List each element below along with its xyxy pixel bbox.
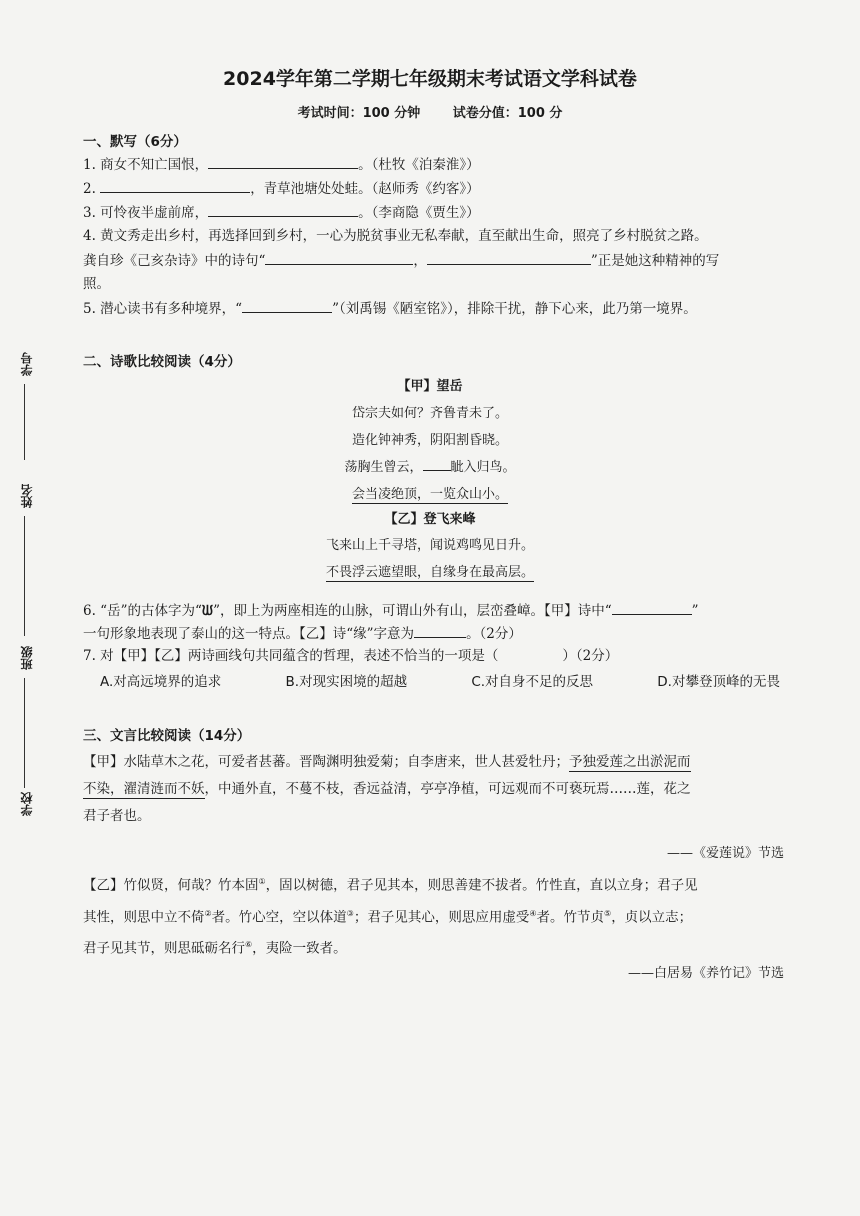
question-4-line2 [83,250,719,271]
q4-blank-2[interactable] [427,250,591,265]
jia-underlined-1: 予独爱莲之出淤泥而 [569,754,691,770]
poem-a-blank[interactable] [423,458,451,471]
poem-a-line4 [0,483,860,502]
q6-blank-2[interactable] [414,623,466,638]
q2-text: ，青草池塘处处蛙。（赵师秀《约客》） [250,181,480,197]
q3-source: 。（李商隐《贾生》） [358,205,480,221]
footnote-4: ④ [529,908,537,918]
side-label-school: 学校 [20,792,34,816]
q6-text-2: 一句形象地表现了泰山的这一特点。【乙】诗“缘”字意为 [83,626,415,642]
question-4-line3: 照。 [83,276,110,292]
jia-text-2: ，中通外直，不蔓不枝，香远益清，亭亭净植，可远观而不可亵玩焉……莲，花之 [204,781,691,797]
passage-yi-source: ——白居易《养竹记》节选 [627,966,784,981]
poem-b-title: 【乙】登飞来峰 [384,512,476,527]
q4-text-end: ”正是她这种精神的写 [590,253,720,269]
q3-text: 3. 可怜夜半虚前席， [83,205,209,221]
question-5 [83,298,697,319]
side-line-id [24,384,25,460]
passage-jia [83,749,783,830]
poem-a-line3 [0,456,860,475]
poem-a-line1: 岱宗夫如何？齐鲁青未了。 [351,406,508,421]
q6-blank-1[interactable] [612,600,692,615]
poem-a-title: 【甲】望岳 [397,379,463,394]
side-label-class: 班级 [20,646,34,670]
q6-quote-end: ” [691,603,699,619]
exam-title: 2024学年第二学期七年级期末考试语文学科试卷 [223,68,637,90]
q1-text: 1. 商女不知亡国恨， [83,157,209,173]
side-label-name: 姓名 [20,484,34,508]
q6-text-mid: ”，即上为两座相连的山脉，可谓山外有山，层峦叠嶂。【甲】诗中“ [213,603,612,619]
section2-heading: 二、诗歌比较阅读（4分） [83,354,241,370]
q6-text: 6. “岳”的古体字为“ [83,603,202,619]
q7-option-a[interactable]: A.对高远境界的追求 [100,674,222,690]
yi-text-3b: ，夷险一致者。 [252,940,347,957]
q7-option-c[interactable]: C.对自身不足的反思 [471,674,594,690]
q5-text-end: ”（刘禹锡《陋室铭》），排除干扰，静下心来，此乃第一境界。 [332,301,697,317]
question-1 [83,154,480,175]
exam-time: 考试时间：100 分钟 [297,106,421,121]
q5-text: 5. 潜心读书有多种境界，“ [83,301,243,317]
passage-jia-line1 [83,749,783,776]
poem-a-line3-end: 眦入归鸟。 [450,460,516,475]
yi-text-2e: ，贞以立志； [611,909,693,925]
footnote-1: ① [258,877,266,886]
q5-blank[interactable] [242,298,332,313]
passage-yi-line2 [83,900,783,932]
passage-yi [83,868,783,963]
question-3 [83,202,480,223]
yi-text-2b: 者。竹心空，空以体道 [211,909,347,925]
q1-source: 。（杜牧《泊秦淮》） [358,157,480,173]
q2-blank[interactable] [100,178,250,193]
passage-jia-line3: 君子者也。 [83,808,151,824]
poem-a-underlined: 会当凌绝顶，一览众山小。 [351,487,508,502]
q7-text: 7. 对【甲】【乙】两诗画线句共同蕴含的哲理，表述不恰当的一项是（ [83,648,499,664]
footnote-3: ③ [346,908,354,918]
poem-a-line2: 造化钟神秀，阴阳割昏晓。 [351,433,508,448]
poem-b-line2 [0,561,860,580]
q2-number: 2. [83,181,96,197]
section1-heading: 一、默写（6分） [83,134,187,150]
q7-option-d[interactable]: D.对攀登顶峰的无畏 [657,674,780,690]
q1-blank[interactable] [208,154,358,169]
question-6-line1 [83,600,699,621]
yi-text-2c: ；君子见其心，则思应用虚受 [353,909,530,925]
side-label-id: 学号 [20,352,34,376]
q7-option-b[interactable]: B.对现实困境的超越 [285,674,408,690]
jia-text-1: 【甲】水陆草木之花，可爱者甚蕃。晋陶渊明独爱菊；自李唐来，世人甚爱牡丹； [83,754,569,770]
question-6-line2 [83,623,522,644]
q4-blank-1[interactable] [265,250,413,265]
ancient-yue-glyph-icon: ᙎ [201,603,214,619]
poem-b-line1: 飞来山上千寻塔，闻说鸡鸣见日升。 [325,538,534,553]
footnote-6: ⑥ [245,940,253,949]
q7-options [100,670,780,690]
footnote-5: ⑤ [604,908,612,918]
yi-text-1: 【乙】竹似贤，何哉？竹本固 [83,877,259,894]
yi-text-2d: 者。竹节贞 [536,909,605,925]
yi-text-1b: ，固以树德，君子见其本，则思善建不拔者。竹性直，直以立身；君子见 [265,877,698,894]
passage-yi-line3 [83,931,783,963]
q4-comma: ， [413,253,427,269]
side-line-class [24,678,25,788]
passage-yi-line1 [83,868,783,900]
poem-b-underlined: 不畏浮云遮望眼，自缘身在最高层。 [325,565,534,580]
passage-jia-source: ——《爱莲说》节选 [666,846,784,861]
footnote-2: ② [204,908,212,918]
question-7 [83,646,618,666]
section3-heading: 三、文言比较阅读（14分） [83,728,251,744]
yi-text-3: 君子见其节，则思砥砺名行 [83,940,245,957]
q4-text: 龚自珍《己亥杂诗》中的诗句“ [83,253,266,269]
poem-a-line3-start: 荡胸生曾云， [344,460,423,475]
q3-blank[interactable] [208,202,358,217]
passage-jia-line2 [83,776,783,803]
jia-underlined-2: 不染，濯清涟而不妖 [83,781,205,797]
question-4-line1: 4. 黄文秀走出乡村，再选择回到乡村，一心为脱贫事业无私奉献，直至献出生命，照亮了乡村脱贫之路。 [83,228,708,244]
yi-text-2: 其性，则思中立不倚 [83,909,205,925]
q6-points: 。（2分） [466,626,522,642]
exam-score: 试卷分值：100 分 [452,106,563,121]
exam-subtitle [0,102,860,121]
question-2 [83,178,480,199]
q7-points: ）（2分） [562,648,619,664]
